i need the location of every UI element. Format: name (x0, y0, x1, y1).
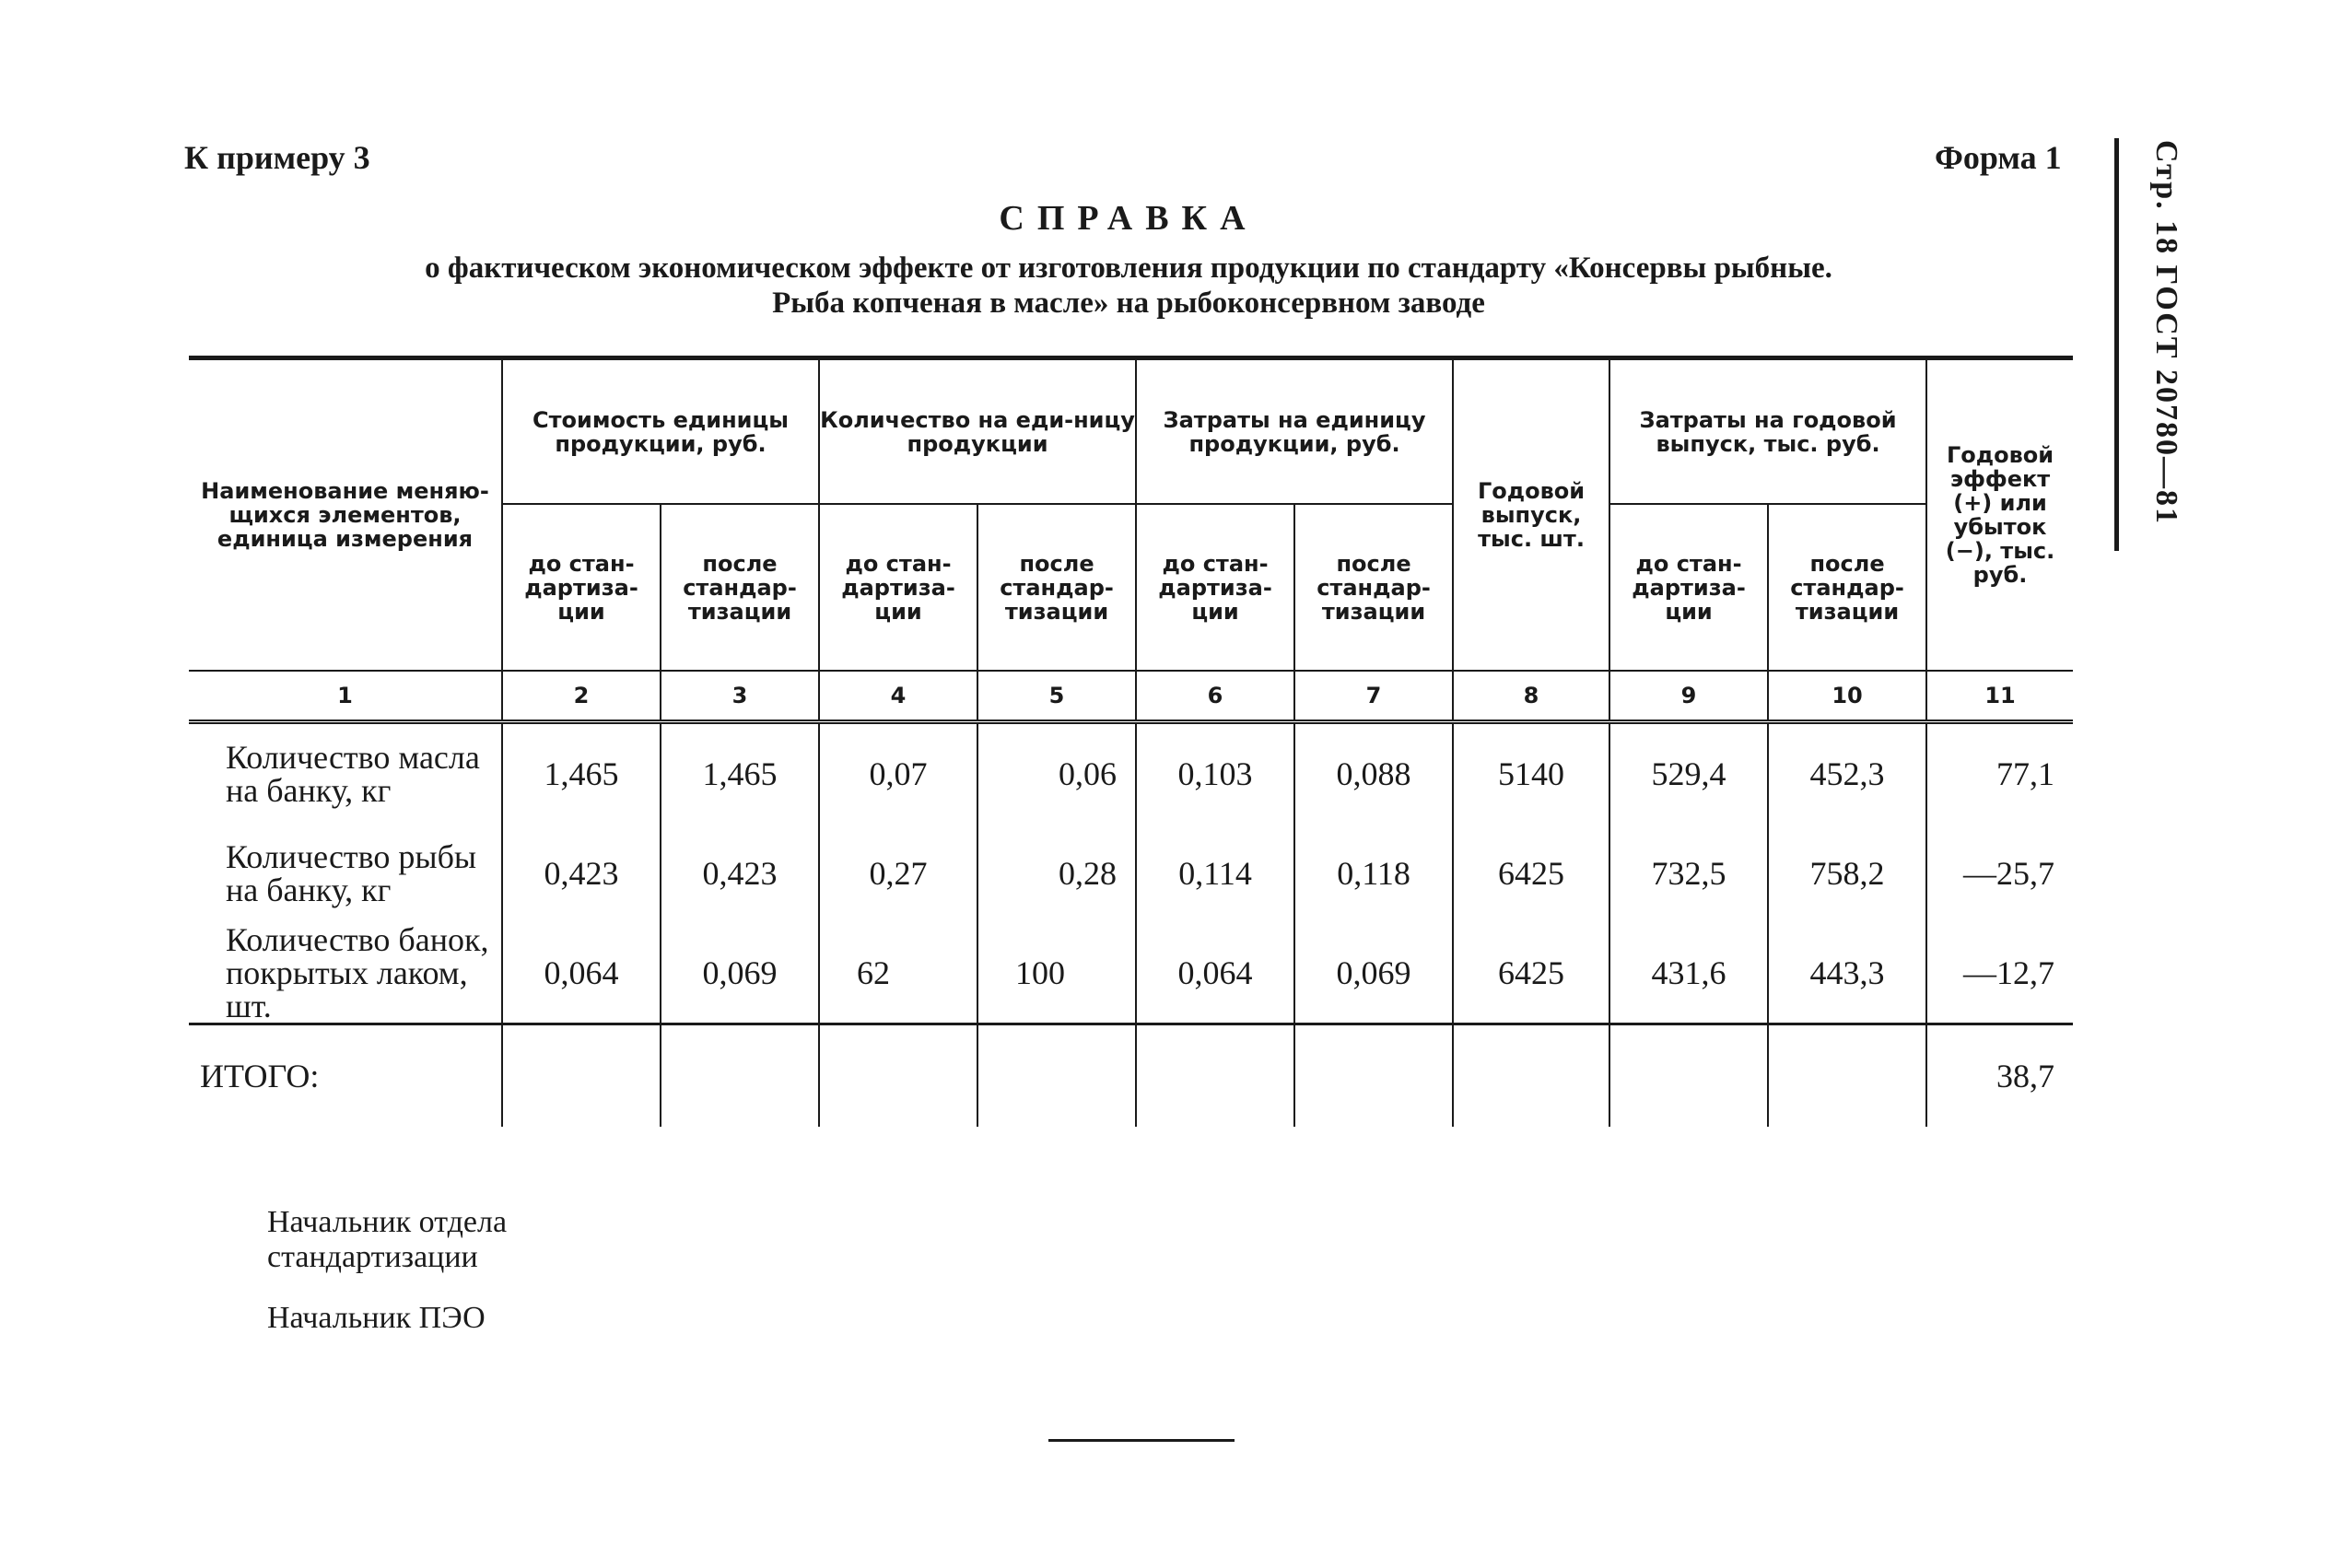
header-after: после стандар-тизации (1768, 504, 1926, 671)
column-number: 5 (977, 671, 1136, 722)
total-row (189, 1024, 2073, 1128)
form-number: Форма 1 (1935, 139, 2062, 176)
header-before: до стан-дартиза-ции (502, 504, 661, 671)
column-number: 8 (1453, 671, 1609, 722)
table-cell (819, 1024, 977, 1128)
table-cell: —25,7 (1926, 824, 2073, 923)
document-title: СПРАВКА (999, 199, 1258, 238)
table-cell: 758,2 (1768, 824, 1926, 923)
row-label: Количество банок, покрытых лаком, шт. (226, 921, 489, 1024)
header-annual-effect: Годовой эффект (+) или убыток (−), тыс. руб. (1926, 358, 2073, 672)
column-number: 2 (502, 671, 661, 722)
signature-block (267, 1205, 507, 1336)
signature-line: Начальник отдела (267, 1205, 508, 1239)
column-number: 4 (819, 671, 977, 722)
example-reference: К примеру 3 (184, 139, 370, 176)
table-cell (977, 1024, 1136, 1128)
table-cell: 0,069 (1294, 923, 1453, 1024)
table-cell: 77,1 (1926, 722, 2073, 825)
bottom-divider (1048, 1439, 1235, 1442)
header-after: после стандар-тизации (1294, 504, 1453, 671)
table-cell (1136, 1024, 1294, 1128)
column-number: 7 (1294, 671, 1453, 722)
column-number: 3 (661, 671, 819, 722)
header-unit-cost: Стоимость единицы продукции, руб. (502, 358, 819, 505)
subtitle-line-2: Рыба копченая в масле» на рыбоконсервном заводе (772, 287, 1485, 320)
table-cell (1453, 1024, 1609, 1128)
column-number: 9 (1609, 671, 1768, 722)
table-cell: 0,064 (502, 923, 661, 1024)
document-subtitle (184, 251, 2073, 321)
page-side-header: Стр. 18 ГОСТ 20780—81 (2149, 140, 2183, 526)
table-cell: 0,114 (1136, 824, 1294, 923)
column-number: 10 (1768, 671, 1926, 722)
header-after: после стандар-тизации (977, 504, 1136, 671)
table-cell: 0,423 (502, 824, 661, 923)
table-cell: 0,27 (819, 824, 977, 923)
table-cell: 431,6 (1609, 923, 1768, 1024)
header-annual-costs: Затраты на годовой выпуск, тыс. руб. (1609, 358, 1926, 505)
table-cell (1294, 1024, 1453, 1128)
table-row (189, 722, 2073, 825)
table-cell: 529,4 (1609, 722, 1768, 825)
row-label: Количество масла на банку, кг (226, 739, 480, 809)
header-quantity-per-unit: Количество на еди-ницу продукции (819, 358, 1136, 505)
header-before: до стан-дартиза-ции (819, 504, 977, 671)
header-before: до стан-дартиза-ции (1136, 504, 1294, 671)
table-cell: 6425 (1453, 923, 1609, 1024)
table-cell: 0,103 (1136, 722, 1294, 825)
table-cell: 0,06 (977, 722, 1136, 825)
table-cell: 0,088 (1294, 722, 1453, 825)
table-cell: 732,5 (1609, 824, 1768, 923)
signature-line: Начальник ПЭО (267, 1301, 486, 1335)
header-element-name: Наименование меняю-щихся элементов, единица измерения (189, 358, 502, 672)
table-cell (661, 1024, 819, 1128)
total-value: 38,7 (1926, 1024, 2073, 1128)
table-cell: 1,465 (502, 722, 661, 825)
header-before: до стан-дартиза-ции (1609, 504, 1768, 671)
table-cell (502, 1024, 661, 1128)
header-annual-output: Годовой выпуск, тыс. шт. (1453, 358, 1609, 672)
table-cell: 443,3 (1768, 923, 1926, 1024)
table-cell: 6425 (1453, 824, 1609, 923)
table-row (189, 923, 2073, 1024)
total-label: ИТОГО: (189, 1024, 502, 1128)
table-cell: 0,064 (1136, 923, 1294, 1024)
table-cell: 0,118 (1294, 824, 1453, 923)
table-cell: 0,069 (661, 923, 819, 1024)
table-row (189, 824, 2073, 923)
subtitle-line-1: о фактическом экономическом эффекте от изготовления продукции по стандарту «Консервы рыбные. (425, 252, 1832, 285)
table-cell: 100 (977, 923, 1136, 1024)
table-cell: 5140 (1453, 722, 1609, 825)
header-costs-per-unit: Затраты на единицу продукции, руб. (1136, 358, 1453, 505)
table-cell: —12,7 (1926, 923, 2073, 1024)
header-after: после стандар-тизации (661, 504, 819, 671)
economic-effect-table (189, 356, 2073, 1127)
table-cell: 0,07 (819, 722, 977, 825)
column-number: 6 (1136, 671, 1294, 722)
signature-line: стандартизации (267, 1240, 478, 1274)
column-number: 11 (1926, 671, 2073, 722)
table-cell (1768, 1024, 1926, 1128)
table-cell: 62 (819, 923, 977, 1024)
table-cell (1609, 1024, 1768, 1128)
column-number: 1 (189, 671, 502, 722)
table-cell: 0,28 (977, 824, 1136, 923)
table-cell: 1,465 (661, 722, 819, 825)
table-cell: 452,3 (1768, 722, 1926, 825)
table-cell: 0,423 (661, 824, 819, 923)
column-number-row (189, 671, 2073, 722)
row-label: Количество рыбы на банку, кг (226, 838, 477, 908)
